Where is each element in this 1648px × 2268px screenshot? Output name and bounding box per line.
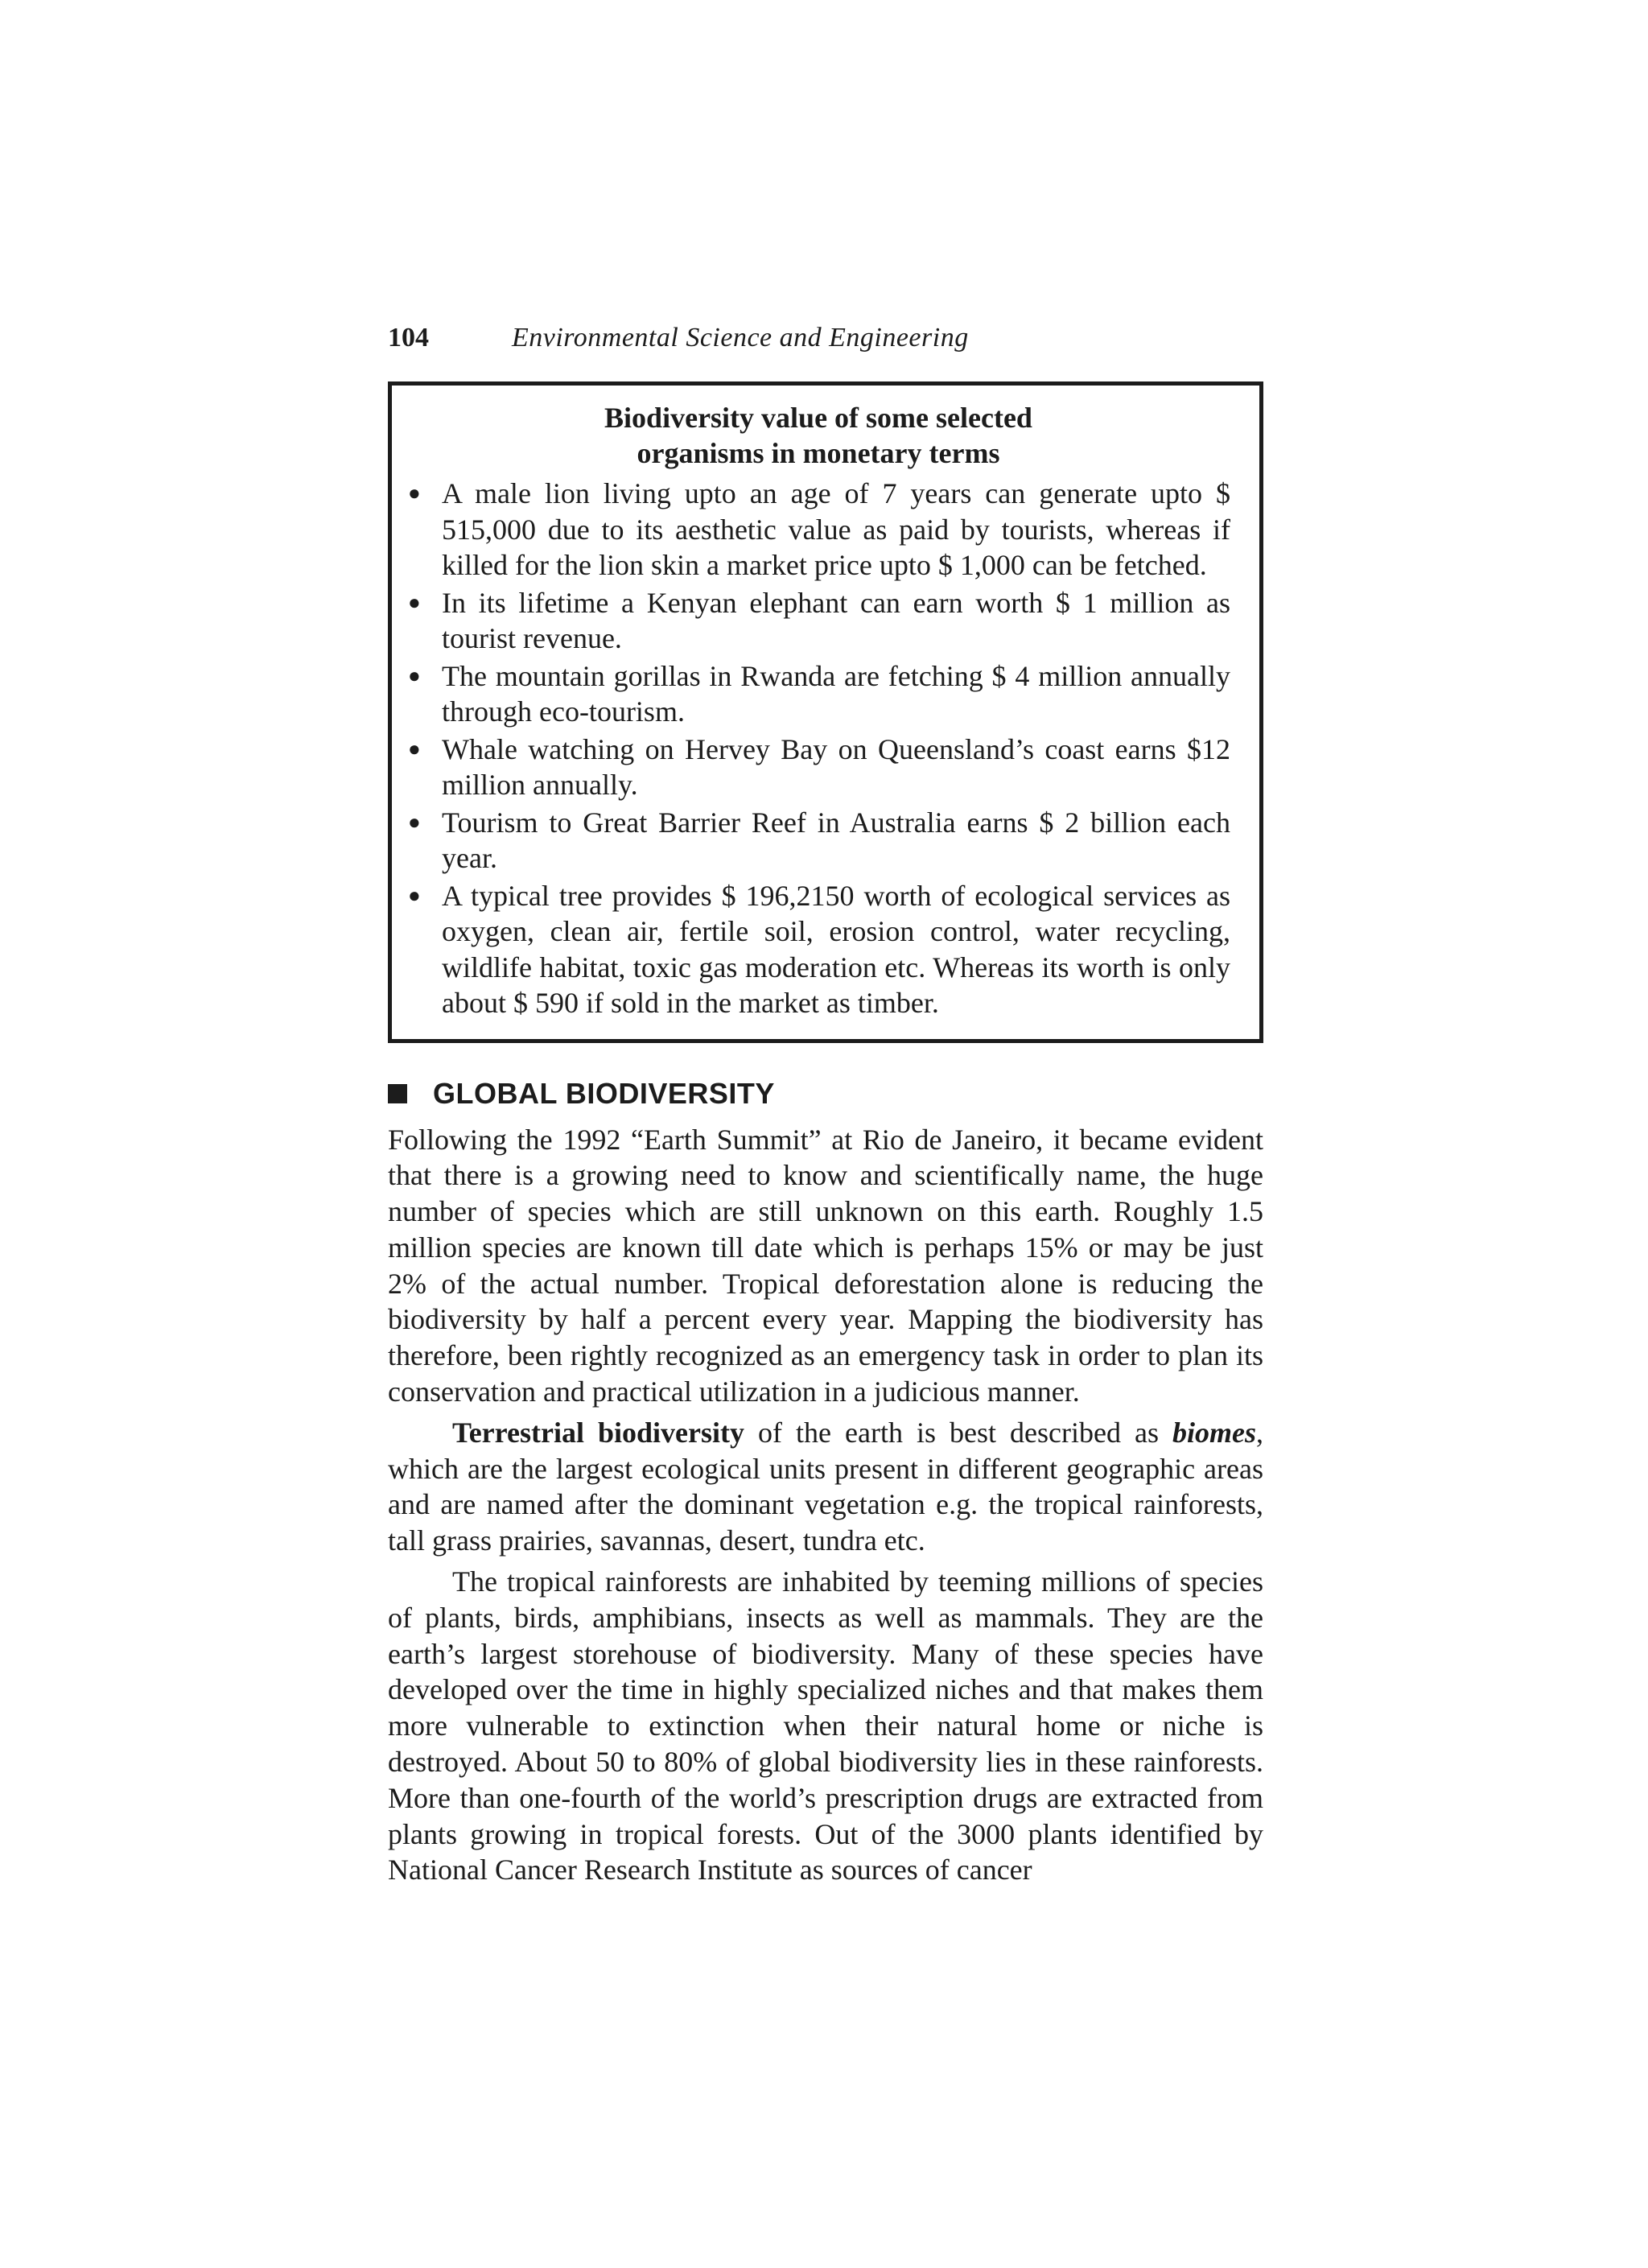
section-heading-text: GLOBAL BIODIVERSITY bbox=[433, 1076, 775, 1110]
term-biomes: biomes bbox=[1172, 1416, 1256, 1449]
paragraph-2-rest: , which are the largest ecological units present in different geographic areas and are named after the dominant vegetation e.g. the tropical rainforests, tall grass prairies, savannas, desert, tundra etc. bbox=[388, 1416, 1263, 1557]
running-head bbox=[388, 314, 1263, 362]
list-item-text: Tourism to Great Barrier Reef in Australia earns $ 2 billion each year. bbox=[442, 806, 1230, 874]
list-item-text: A male lion living upto an age of 7 years can generate upto $ 515,000 due to its aesthetic value as paid by tourists, whereas if killed for the lion skin a market price upto $ 1,000 can be fetched. bbox=[442, 477, 1230, 581]
list-item bbox=[406, 805, 1230, 876]
box-title bbox=[406, 400, 1230, 471]
list-item bbox=[406, 732, 1230, 803]
list-item-text: A typical tree provides $ 196,2150 worth of ecological services as oxygen, clean air, fertile soil, erosion control, water recycling, wildlife habitat, toxic gas moderation etc. Whereas its worth is only about $ 590 if sold in the market as timber. bbox=[442, 879, 1230, 1019]
paragraph-2-mid: of the earth is best described as bbox=[744, 1416, 1172, 1449]
bullet-icon: ● bbox=[408, 810, 421, 834]
biodiversity-value-box bbox=[388, 381, 1263, 1043]
bullet-icon: ● bbox=[408, 883, 421, 907]
list-item-text: The mountain gorillas in Rwanda are fetching $ 4 million annually through eco-tourism. bbox=[442, 659, 1230, 728]
book-page bbox=[388, 314, 1263, 1893]
square-bullet-icon bbox=[388, 1084, 407, 1103]
list-item-text: In its lifetime a Kenyan elephant can earn worth $ 1 million as tourist revenue. bbox=[442, 586, 1230, 654]
list-item-text: Whale watching on Hervey Bay on Queensland’s coast earns $12 million annually. bbox=[442, 732, 1230, 801]
paragraph-3: The tropical rainforests are inhabited by teeming millions of species of plants, birds, amphibians, insects as well as mammals. They are the earth’s largest storehouse of biodiversity. Many of these species have developed over the time in highly specialized niches and that makes them more vulnerable to extinction when their natural home or niche is destroyed. About 50 to 80% of global biodiversity lies in these rainforests. More than one-fourth of the world’s prescription drugs are extracted from plants growing in tropical forests. Out of the 3000 plants identified by National Cancer Research Institute as sources of cancer bbox=[388, 1565, 1263, 1887]
page-number: 104 bbox=[388, 323, 429, 353]
box-title-line-2: organisms in monetary terms bbox=[637, 437, 1000, 469]
list-item bbox=[406, 476, 1230, 583]
box-title-line-1: Biodiversity value of some selected bbox=[604, 402, 1032, 434]
list-item bbox=[406, 878, 1230, 1021]
paragraph-1: Following the 1992 “Earth Summit” at Rio de Janeiro, it became evident that there is a growing need to know and scientifically name, the huge number of species which are still unknown on this earth. Roughly 1.5 million species are known till date which is perhaps 15% or may be just 2% of the actual number. Tropical deforestation alone is reducing the biodiversity by half a percent every year. Mapping the biodiversity has therefore, been rightly recognized as an emergency task in order to plan its conservation and practical utilization in a judicious manner. bbox=[388, 1123, 1263, 1408]
bullet-icon: ● bbox=[408, 590, 421, 614]
paragraph-2 bbox=[388, 1415, 1263, 1559]
list-item bbox=[406, 585, 1230, 657]
box-bullet-list bbox=[406, 476, 1230, 1021]
section-heading bbox=[388, 1077, 1263, 1111]
bullet-icon: ● bbox=[408, 736, 421, 761]
book-title: Environmental Science and Engineering bbox=[512, 323, 969, 353]
bullet-icon: ● bbox=[408, 481, 421, 505]
bullet-icon: ● bbox=[408, 663, 421, 687]
list-item bbox=[406, 658, 1230, 730]
term-terrestrial-biodiversity: Terrestrial biodiversity bbox=[452, 1416, 744, 1449]
